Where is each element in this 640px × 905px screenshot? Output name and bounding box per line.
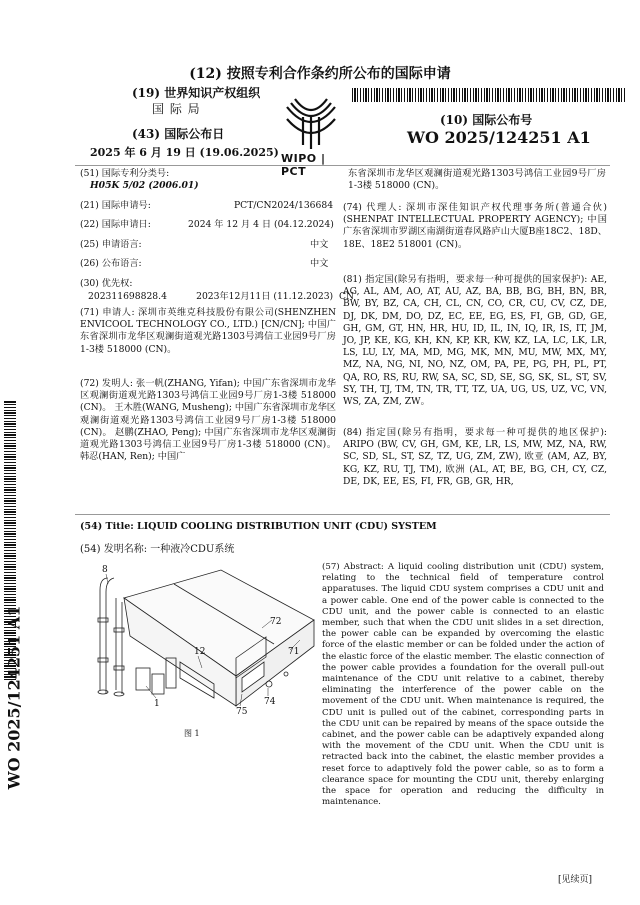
org-line-2: 国 际 局 [152, 102, 201, 116]
field-21-value: PCT/CN2024/136684 [234, 200, 334, 211]
patent-figure [86, 558, 318, 728]
org-line-1: (19) 世界知识产权组织 [132, 86, 261, 100]
field-30-value: 202311698828.4 2023年12月11日 (11.12.2023) CN [88, 291, 355, 302]
field-26-label: (26) 公布语言: [80, 258, 142, 269]
body-divider [75, 514, 610, 515]
field-25-value: 中文 [310, 239, 329, 250]
barcode-top [352, 88, 627, 102]
field-84-regional: (84) 指定国(除另有指明，要求每一种可提供的地区保护): ARIPO (BW, CV, GH, GM, KE, LR, LS, MW, MZ, NA, RW, SC, SD, SL, ST, SZ, TZ, UG, ZM, ZW), 欧亚 (AM, AZ, BY, KG, KZ, RU, TJ, TM), 欧洲 (AL, AT, BE, BG, CH, CY, CZ, DE, DK, EE, ES, FI, FR, GB, GR, HR, [343, 427, 607, 487]
field-72-inventors: (72) 发明人: 张一帆(ZHANG, Yifan); 中国广东省深圳市龙华区观澜街道观光路1303号鸿信工业园9号厂房1-3楼 518000 (CN)。 王木胜(WANG, Musheng); 中国广东省深圳市龙华区观澜街道观光路1303号鸿信工业园9号厂房1-3楼 518000 (CN)。 赵鹏(ZHAO, Peng); 中国广东省深圳市龙华区观澜街道观光路1303号鸿信工业园9号厂房1-3楼 518000 (CN)。 韩忍(HAN, Ren); 中国广 [80, 378, 336, 463]
inventors-continued: 东省深圳市龙华区观澜街道观光路1303号鸿信工业园9号厂房1-3楼 518000 (CN)。 [348, 168, 606, 192]
figure-label-1: 1 [154, 699, 160, 709]
pub-date-label: (43) 国际公布日 [132, 127, 225, 141]
field-25-label: (25) 申请语言: [80, 239, 142, 250]
field-22-value: 2024 年 12 月 4 日 (04.12.2024) [188, 219, 334, 230]
title-english: (54) Title: LIQUID COOLING DISTRIBUTION UNIT (CDU) SYSTEM [80, 521, 437, 532]
ipc-value: H05K 5/02 (2006.01) [90, 180, 199, 192]
header-divider [75, 165, 610, 166]
figure-label-8: 8 [102, 565, 108, 575]
pub-date-value: 2025 年 6 月 19 日 (19.06.2025) [90, 146, 279, 159]
field-21-label: (21) 国际申请号: [80, 200, 151, 211]
field-74-agent: (74) 代理人: 深圳市深佳知识产权代理事务所(普通合伙) (SHENPAT INTELLECTUAL PROPERTY AGENCY); 中国广东省深圳市罗湖区南湖街道春风路庐山大厦B座18C2、18D、18E、18E2 518001 (CN)。 [343, 202, 607, 250]
wipo-logo-text: WIPO | PCT [281, 152, 326, 178]
field-26-value: 中文 [310, 258, 329, 269]
figure-label-71: 71 [288, 647, 300, 657]
figure-label-74: 74 [264, 697, 276, 707]
figure-label-75: 75 [236, 707, 248, 717]
figure-label-72: 72 [270, 617, 282, 627]
pub-no-label: (10) 国际公布号 [440, 113, 533, 127]
field-51: (51) 国际专利分类号: H05K 5/02 (2006.01) [80, 168, 330, 192]
side-publication-number: WO 2025/124251 A1 [4, 605, 24, 790]
continued-note: [见续页] [558, 875, 593, 885]
field-71-applicant: (71) 申请人: 深圳市英维克科技股份有限公司(SHENZHEN ENVICOOL TECHNOLOGY CO., LTD.) [CN/CN]; 中国广东省深圳市龙华区观澜街道观光路1303号鸿信工业园9号厂房1-3楼 518000 (CN)。 [80, 307, 336, 355]
field-30-label: (30) 优先权: [80, 278, 133, 289]
figure-caption: 图 1 [184, 729, 200, 738]
wipo-logo [283, 95, 339, 150]
document-title: (12) 按照专利合作条约所公布的国际申请 [189, 66, 451, 82]
field-81-designated-states: (81) 指定国(除另有指明，要求每一种可提供的国家保护): AE, AG, AL, AM, AO, AT, AU, AZ, BA, BB, BG, BH, BN, BR, BW, BY, BZ, CA, CH, CL, CN, CO, CR, CU, CV, CZ, DE, DJ, DK, DM, DO, DZ, EC, EE, EG, ES, FI, GB, GD, GE, GH, GM, GT, HN, HR, HU, ID, IL, IN, IQ, IR, IS, IT, JM, JO, JP, KE, KG, KH, KN, KP, KR, KW, KZ, LA, LC, LK, LR, LS, LU, LY, MA, MD, MG, MK, MN, MU, MW, MX, MY, MZ, NA, NG, NI, NO, NZ, OM, PA, PE, PG, PH, PL, PT, QA, RO, RS, RU, RW, SA, SC, SD, SE, SG, SK, SL, ST, SV, SY, TH, TJ, TM, TN, TR, TT, TZ, UA, UG, US, UZ, VC, VN, WS, ZA, ZM, ZW。 [343, 274, 607, 408]
abstract-text: (57) Abstract: A liquid cooling distribution unit (CDU) system, relating to the technical field of temperature control apparatuses. The liquid CDU system comprises a CDU unit and a power cable. One end of the power cable is connected to the CDU unit, and the power cable is connected to an elastic member, such that when the CDU unit slides in a set direction, the power cable can be expanded by overcoming the elastic force of the elastic member or can be folded under the action of the elastic force of the elastic member. The elastic connection of the power cable provides a foundation for the overall pull-out maintenance of the CDU unit relative to a cabinet, thereby eliminating the interference of the power cable on the movement of the CDU unit. When maintenance is required, the CDU unit is pulled out of the cabinet, corresponding parts in the CDU unit can be repaired by means of the space outside the cabinet, and the power cable can be adaptively expanded along with the movement of the CDU unit. When the CDU unit is retracted back into the cabinet, the elastic member provides a reset force to adaptively fold the power cable, so as to form a clearance space for mounting the CDU unit, thereby enlarging the space for operation and reducing the difficulty in maintenance. [322, 562, 604, 808]
figure-label-12: 12 [194, 647, 206, 657]
pub-no-value: WO 2025/124251 A1 [407, 128, 591, 147]
title-chinese: (54) 发明名称: 一种液冷CDU系统 [80, 544, 235, 555]
field-22-label: (22) 国际申请日: [80, 219, 151, 230]
